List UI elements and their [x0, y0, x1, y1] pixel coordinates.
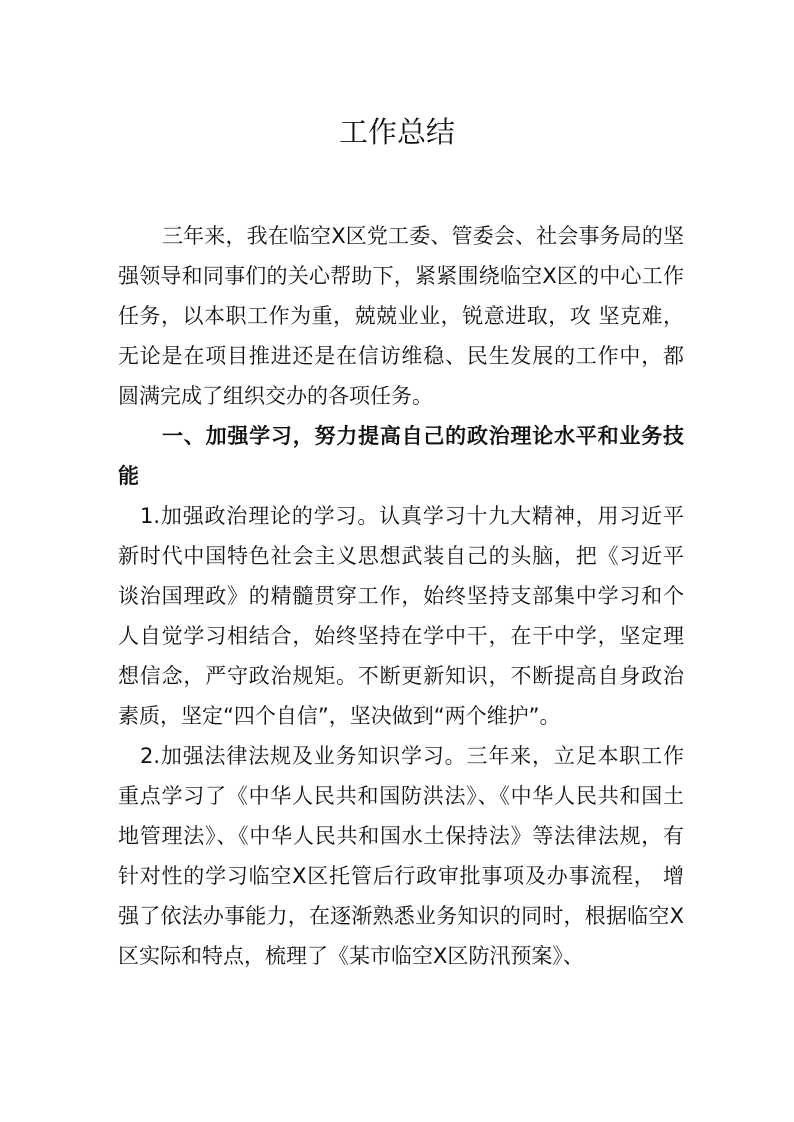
section-heading: 一、加强学习，努力提高自己的政治理论水平和业务技能: [118, 424, 684, 488]
document-title: 工作总结: [338, 115, 455, 149]
section-item-paragraph: 1.加强政治理论的学习。认真学习十九大精神，用习近平新时代中国特色社会主义思想武装自己的头脑，把《习近平谈治国理政》的精髓贯穿工作，始终坚持支部集中学习和个人自觉学习相结合，始终坚持在学中干，在干中学，坚定理想信念，严守政治规矩。不断更新知识，不断提高自身政治素质，坚定“四个自信”，坚决做到“两个维护”。: [118, 504, 684, 728]
document-body: [118, 216, 684, 976]
intro-paragraph: 三年来，我在临空X区党工委、管委会、社会事务局的坚强领导和同事们的关心帮助下，紧紧围绕临空X区的中心工作任务，以本职工作为重，兢兢业业，锐意进取，攻 坚克难，无论是在项目推进还是在信访维稳、民生发展的工作中，都圆满完成了组织交办的各项任务。: [118, 224, 684, 408]
section-item-paragraph: 2.加强法律法规及业务知识学习。三年来，立足本职工作重点学习了《中华人民共和国防洪法》、《中华人民共和国土地管理法》、《中华人民共和国水土保持法》等法律法规，有针对性的学习临空X区托管后行政审批事项及办事流程， 增强了依法办事能力，在逐渐熟悉业务知识的同时，根据临空X区实际和特点，梳理了《某市临空X区防汛预案》、: [118, 744, 684, 968]
